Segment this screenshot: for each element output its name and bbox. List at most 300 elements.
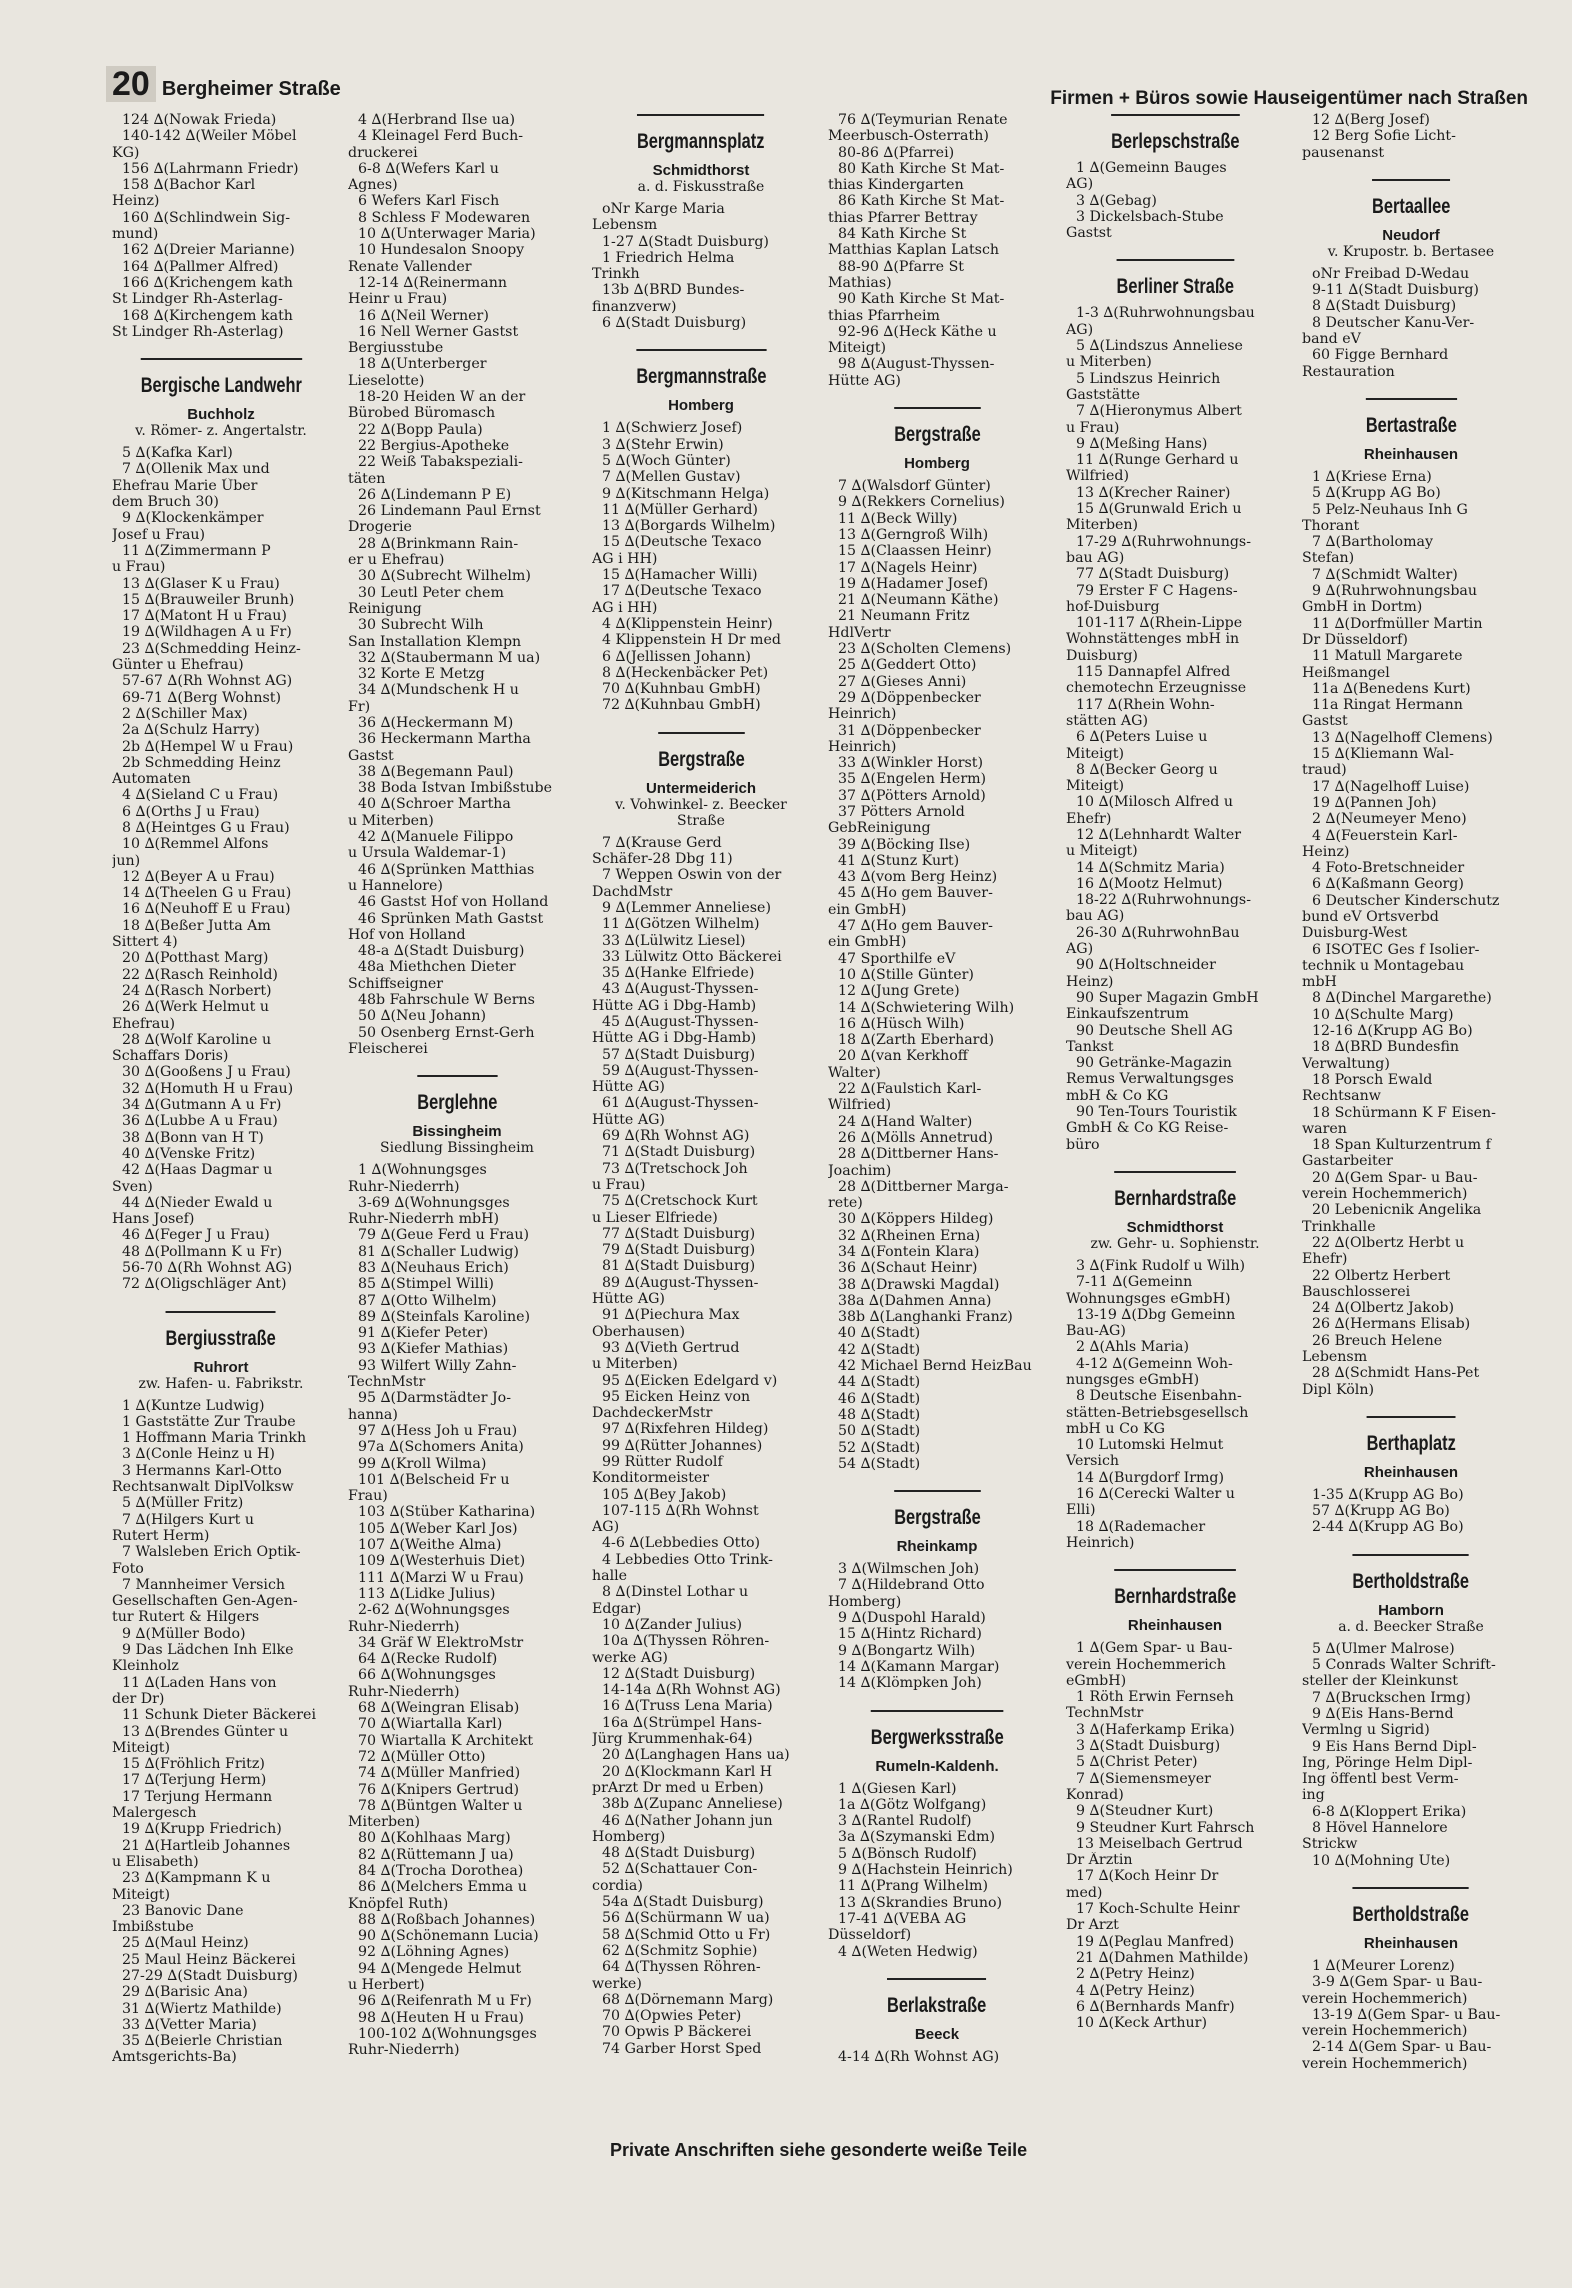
directory-entry: Lebensm <box>1302 1349 1368 1365</box>
directory-entry: 4 ∆(Herbrand Ilse ua) <box>358 112 516 128</box>
directory-entry: u Herbert) <box>348 1977 425 1994</box>
directory-entry: band eV <box>1302 331 1361 348</box>
directory-entry: 6-8 ∆(Kloppert Erika) <box>1312 1803 1467 1820</box>
directory-entry: Ehefr) <box>1066 810 1112 827</box>
directory-entry: 99 ∆(Rütter Johannes) <box>602 1437 763 1454</box>
directory-entry: 14 ∆(Kamann Margar) <box>838 1658 1000 1675</box>
directory-entry: 26 Breuch Helene <box>1312 1332 1443 1349</box>
directory-entry: Fleischerei <box>348 1040 428 1057</box>
directory-entry: AG) <box>592 1519 620 1536</box>
directory-entry: 26 ∆(Lindemann P E) <box>358 486 512 503</box>
directory-entry: 7 ∆(Bruckschen Irmg) <box>1312 1689 1471 1706</box>
directory-entry: Schäfer-28 Dbg 11) <box>592 851 733 868</box>
directory-entry: mund) <box>112 226 159 243</box>
directory-entry: 11 Schunk Dieter Bäckerei <box>122 1707 316 1724</box>
directory-entry: Edgar) <box>592 1600 642 1617</box>
directory-entry: 36 Heckermann Martha <box>358 731 531 748</box>
directory-entry: 83 ∆(Neuhaus Erich) <box>358 1260 509 1276</box>
street-name: Bertholdstraße <box>1353 1887 1470 1927</box>
directory-entry: 18 ∆(Rademacher <box>1076 1518 1206 1535</box>
directory-entry: 34 Gräf W ElektroMstr <box>358 1634 524 1651</box>
directory-entry: 11 ∆(Runge Gerhard u <box>1076 452 1239 469</box>
directory-entry: 37 Pötters Arnold <box>838 803 965 820</box>
directory-entry: Schaffars Doris) <box>112 1048 229 1065</box>
district-name: Beeck <box>914 2025 960 2043</box>
directory-entry: ein GmbH) <box>828 934 907 951</box>
directory-entry: 28 ∆(Dittberner Hans- <box>838 1146 999 1163</box>
directory-entry: 44 ∆(Nieder Ewald u <box>122 1194 273 1211</box>
directory-entry: 24 ∆(Olbertz Jakob) <box>1312 1300 1455 1317</box>
directory-entry: 26 ∆(Mölls Annetrud) <box>838 1129 994 1146</box>
directory-entry: Trinkh <box>592 266 640 283</box>
directory-entry: 16a ∆(Strümpel Hans- <box>602 1714 762 1731</box>
directory-entry: 58 ∆(Schmid Otto u Fr) <box>602 1926 771 1943</box>
directory-entry: Strickw <box>1302 1836 1358 1853</box>
directory-entry: 27-29 ∆(Stadt Duisburg) <box>122 1967 298 1984</box>
directory-entry: 37 ∆(Pötters Arnold) <box>838 787 986 804</box>
directory-entry: 11 ∆(Götzen Wilhelm) <box>602 916 760 933</box>
directory-entry: 1-3 ∆(Ruhrwohnungsbau <box>1076 305 1255 322</box>
directory-entry: 11 Matull Margarete <box>1312 648 1463 665</box>
directory-entry: 40 ∆(Schroer Martha <box>358 796 511 813</box>
directory-entry: Agnes) <box>348 177 398 194</box>
directory-entry: 80 Kath Kirche St Mat- <box>838 160 1005 177</box>
directory-entry: 90 Ten-Tours Touristik <box>1076 1104 1237 1121</box>
directory-entry: Gastst <box>1302 713 1348 730</box>
directory-entry: ein GmbH) <box>828 901 907 918</box>
directory-entry: 48 ∆(Pollmann K u Fr) <box>122 1243 283 1260</box>
directory-entry: 36 ∆(Schaut Heinr) <box>838 1260 978 1277</box>
directory-entry: 15 ∆(Brauweiler Brunh) <box>122 591 295 608</box>
directory-entry: 14-14a ∆(Rh Wohnst AG) <box>602 1682 781 1699</box>
directory-entry: 40 ∆(Venske Fritz) <box>122 1145 256 1162</box>
directory-entry: 50 ∆(Neu Johann) <box>358 1008 487 1025</box>
directory-entry: 14 ∆(Klömpken Joh) <box>838 1675 982 1692</box>
directory-entry: 50 Osenberg Ernst-Gerh <box>358 1024 535 1041</box>
directory-entry: 46 ∆(Stadt) <box>838 1390 921 1407</box>
directory-entry: Lieselotte) <box>348 372 425 389</box>
directory-entry: 3 ∆(Wilmschen Joh) <box>838 1561 980 1578</box>
directory-entry: 69-71 ∆(Berg Wohnst) <box>122 689 281 706</box>
directory-entry: 77 ∆(Stadt Duisburg) <box>1076 566 1230 583</box>
directory-entry: KG) <box>112 144 140 161</box>
directory-entry: 4 Lebbedies Otto Trink- <box>602 1551 773 1568</box>
directory-entry: TechnMstr <box>1066 1705 1144 1722</box>
directory-entry: 46 ∆(Nather Johann jun <box>602 1812 773 1829</box>
directory-entry: 95 ∆(Darmstädter Jo- <box>358 1390 512 1407</box>
directory-entry: thias Pfarrer Bettray <box>828 209 978 226</box>
street-name: Bergische Landwehr <box>140 358 301 398</box>
directory-entry: 9 Eis Hans Bernd Dipl- <box>1312 1738 1477 1755</box>
directory-entry: 42 Michael Bernd HeizBau <box>838 1358 1032 1375</box>
directory-entry: 5 Lindszus Heinrich <box>1076 370 1221 387</box>
directory-entry: bund eV Ortsverbd <box>1302 908 1439 925</box>
directory-entry: 13 Meiselbach Gertrud <box>1076 1835 1243 1852</box>
street-section-header <box>1066 1171 1284 1252</box>
directory-entry: 24 ∆(Hand Walter) <box>838 1113 973 1130</box>
directory-entry: 9 ∆(Müller Bodo) <box>122 1625 246 1642</box>
directory-entry: 11a ∆(Benedens Kurt) <box>1312 680 1471 697</box>
directory-entry: stätten-Betriebsgesellsch <box>1066 1404 1249 1421</box>
directory-entry: 38 ∆(Begemann Paul) <box>358 763 514 780</box>
directory-entry: 17 Koch-Schulte Heinr <box>1076 1901 1240 1918</box>
directory-entry: AG) <box>1066 321 1094 338</box>
directory-entry: 1-35 ∆(Krupp AG Bo) <box>1312 1486 1464 1503</box>
directory-entry: 57-67 ∆(Rh Wohnst AG) <box>122 673 293 690</box>
directory-entry: 8 ∆(Dinstel Lothar u <box>602 1584 749 1601</box>
directory-entry: 6 ∆(Kaßmann Georg) <box>1312 876 1464 893</box>
directory-entry: 62 ∆(Schmitz Sophie) <box>602 1942 758 1959</box>
directory-entry: u Elisabeth) <box>112 1853 199 1870</box>
directory-entry: 15 ∆(Hintz Richard) <box>838 1626 982 1643</box>
directory-entry: 8 ∆(Heintges G u Frau) <box>122 819 290 836</box>
directory-entry: 70 ∆(Kuhnbau GmbH) <box>602 681 761 698</box>
directory-entry: 30 ∆(Köppers Hildeg) <box>838 1211 994 1228</box>
street-range: a. d. Fiskusstraße <box>637 179 765 195</box>
district-name: Untermeiderich <box>645 779 757 797</box>
directory-entry: Miteigt) <box>112 1886 171 1903</box>
directory-entry: 35 ∆(Engelen Herm) <box>838 771 987 788</box>
directory-entry: Heißmangel <box>1302 664 1390 681</box>
directory-entry: 17 ∆(Nagelhoff Luise) <box>1312 778 1470 795</box>
directory-entry: Tankst <box>1066 1038 1114 1055</box>
directory-entry: 168 ∆(Kirchengem kath <box>122 307 293 324</box>
directory-entry: 7 ∆(Walsdorf Günter) <box>838 478 991 495</box>
directory-entry: 93 Wilfert Willy Zahn- <box>358 1357 517 1374</box>
directory-entry: Schiffseigner <box>348 975 444 992</box>
directory-entry: Lebensm <box>592 217 658 234</box>
column-1 <box>112 112 330 2066</box>
street-section-header <box>1066 114 1284 154</box>
directory-entry: 11a Ringat Hermann <box>1312 697 1463 714</box>
street-name: Berglehne <box>417 1075 497 1115</box>
directory-entry: 4 Klippenstein H Dr med <box>602 632 781 649</box>
directory-entry: Hans Josef) <box>112 1211 195 1228</box>
directory-entry: Malergesch <box>112 1805 197 1822</box>
directory-entry: Dr Arzt <box>1066 1917 1119 1934</box>
directory-entry: Jürg Krummenhak-64) <box>592 1731 753 1748</box>
directory-entry: Einkaufszentrum <box>1066 1006 1189 1023</box>
directory-entry: Rechtsanw <box>1302 1088 1381 1105</box>
directory-entry: GmbH & Co KG Reise- <box>1066 1120 1229 1137</box>
directory-entry: 25 Maul Heinz Bäckerei <box>122 1951 296 1968</box>
directory-entry: Rutert Herm) <box>112 1527 210 1544</box>
directory-entry: 30 ∆(Gooßens J u Frau) <box>122 1064 291 1081</box>
directory-entry: 30 Subrecht Wilh <box>358 617 484 634</box>
directory-entry: jun) <box>112 852 141 869</box>
directory-entry: Miterben) <box>348 1814 421 1831</box>
directory-entry: 5 ∆(Woch Günter) <box>602 452 731 469</box>
directory-entry: 5 ∆(Kafka Karl) <box>122 445 233 462</box>
directory-entry: 60 Figge Bernhard <box>1312 347 1449 364</box>
directory-entry: 70 ∆(Opwies Peter) <box>602 2008 742 2025</box>
directory-entry: 15 ∆(Grunwald Erich u <box>1076 501 1242 518</box>
directory-entry: Miteigt) <box>1066 778 1125 795</box>
directory-entry: 107 ∆(Weithe Alma) <box>358 1537 502 1554</box>
directory-entry: täten <box>348 470 386 487</box>
directory-entry: bau AG) <box>1066 549 1125 566</box>
street-name: Berlakstraße <box>887 1978 986 2018</box>
directory-entry: thias Kindergarten <box>828 177 964 194</box>
district-name: Ruhrort <box>193 1358 249 1376</box>
directory-entry: 9 Steudner Kurt Fahrsch <box>1076 1819 1255 1836</box>
directory-entry: 23 ∆(Kampmann K u <box>122 1870 271 1887</box>
directory-entry: 2-62 ∆(Wohnungsges <box>358 1602 510 1619</box>
directory-entry: AG i HH) <box>592 550 658 567</box>
directory-entry: 45 ∆(August-Thyssen- <box>602 1013 759 1030</box>
directory-entry: 9 ∆(Ruhrwohnungsbau <box>1312 583 1477 600</box>
directory-entry: 69 ∆(Rh Wohnst AG) <box>602 1128 750 1145</box>
directory-entry: 17-41 ∆(VEBA AG <box>838 1910 967 1927</box>
directory-entry: 7 ∆(Hilgers Kurt u <box>122 1511 255 1528</box>
directory-entry: 97 ∆(Hess Joh u Frau) <box>358 1422 518 1439</box>
street-section-header <box>592 349 810 414</box>
directory-entry: 1 Gaststätte Zur Traube <box>122 1413 296 1430</box>
directory-entry: Ruhr-Niederrh mbH) <box>348 1211 500 1228</box>
directory-entry: Heinr u Frau) <box>348 291 448 308</box>
directory-entry: St Lindger Rh-Asterlag- <box>112 291 283 308</box>
directory-entry: 15 ∆(Kliemann Wal- <box>1312 746 1454 763</box>
directory-entry: 7-11 ∆(Gemeinn <box>1076 1274 1193 1291</box>
directory-entry: Ruhr-Niederrh) <box>348 2042 460 2059</box>
directory-entry: 164 ∆(Pallmer Alfred) <box>122 258 279 275</box>
directory-entry: 90 Kath Kirche St Mat- <box>838 291 1005 308</box>
directory-entry: 7 Weppen Oswin von der <box>602 867 782 884</box>
directory-entry: Konditormeister <box>592 1470 710 1487</box>
directory-entry: Meerbusch-Osterrath) <box>828 128 989 145</box>
directory-entry: 8 Deutscher Kanu-Ver- <box>1312 314 1475 331</box>
column-3 <box>592 112 810 2057</box>
directory-entry: 4 ∆(Klippenstein Heinr) <box>602 615 773 632</box>
street-name: Bergstraße <box>658 732 744 772</box>
directory-entry: Miteigt) <box>112 1739 171 1756</box>
district-name: Rheinkamp <box>896 1538 978 1556</box>
directory-entry: 7 Mannheimer Versich <box>122 1576 286 1593</box>
directory-entry: 68 ∆(Dörnemann Marg) <box>602 1991 774 2008</box>
directory-entry: 54 ∆(Stadt) <box>838 1455 921 1472</box>
directory-entry: mbH & Co KG <box>1066 1087 1169 1104</box>
directory-entry: Verwaltung) <box>1302 1055 1390 1072</box>
directory-entry: 24 ∆(Rasch Norbert) <box>122 982 272 999</box>
directory-entry: 113 ∆(Lidke Julius) <box>358 1585 496 1602</box>
directory-entry: 10 Lutomski Helmut <box>1076 1437 1224 1454</box>
directory-entry: 97 ∆(Rixfehren Hildeg) <box>602 1421 769 1438</box>
directory-entry: 10 ∆(Keck Arthur) <box>1076 2015 1207 2032</box>
directory-entry: 18 Schürmann K F Eisen- <box>1312 1104 1496 1121</box>
directory-entry: 22 ∆(Bopp Paula) <box>358 421 483 438</box>
directory-entry: 18-20 Heiden W an der <box>358 389 526 406</box>
directory-entry: 52 ∆(Stadt) <box>838 1439 921 1456</box>
directory-entry: 10a ∆(Thyssen Röhren- <box>602 1633 770 1650</box>
directory-entry: 1 ∆(Kuntze Ludwig) <box>122 1397 265 1414</box>
directory-entry: 28 ∆(Wolf Karoline u <box>122 1031 272 1048</box>
directory-entry: 21 Neumann Fritz <box>838 608 970 625</box>
directory-entry: Hütte AG) <box>592 1291 665 1308</box>
directory-entry: 7 ∆(Krause Gerd <box>602 834 722 851</box>
directory-entry: büro <box>1066 1136 1100 1153</box>
directory-entry: 38 ∆(Bonn van H T) <box>122 1129 264 1146</box>
directory-entry: St Lindger Rh-Asterlag) <box>112 323 284 340</box>
directory-entry: 22 ∆(Rasch Reinhold) <box>122 966 278 983</box>
directory-entry: 26-30 ∆(RuhrwohnBau <box>1076 924 1240 941</box>
directory-entry: der Dr) <box>112 1690 165 1707</box>
directory-entry: Bergiusstube <box>348 340 444 357</box>
directory-entry: mbH <box>1302 974 1337 991</box>
directory-entry: 89 ∆(August-Thyssen- <box>602 1274 759 1291</box>
directory-entry: 11 ∆(Müller Gerhard) <box>602 501 758 518</box>
directory-entry: 82 ∆(Rüttemann J ua) <box>358 1846 514 1863</box>
district-name: Rheinhausen <box>1127 1617 1223 1635</box>
directory-entry: Matthias Kaplan Latsch <box>828 242 1000 259</box>
directory-entry: 50 ∆(Stadt) <box>838 1423 921 1440</box>
directory-entry: 4 ∆(Sieland C u Frau) <box>122 787 279 804</box>
directory-entry: 13-19 ∆(Gem Spar- u Bau- <box>1312 2006 1501 2023</box>
street-name: Bergiusstraße <box>166 1311 276 1351</box>
directory-entry: 21 ∆(Dahmen Mathilde) <box>1076 1949 1249 1966</box>
column-6 <box>1302 112 1520 2072</box>
directory-entry: 162 ∆(Dreier Marianne) <box>122 242 295 259</box>
district-name: Rheinhausen <box>1363 1934 1459 1952</box>
directory-entry: u Miteigt) <box>1066 843 1138 860</box>
street-section-header <box>112 358 330 439</box>
directory-entry: 91 ∆(Piechura Max <box>602 1307 740 1324</box>
directory-entry: 26 ∆(Hermans Elisab) <box>1312 1316 1471 1333</box>
directory-entry: Heinrich) <box>828 738 897 755</box>
directory-entry: oNr Freibad D-Wedau <box>1312 265 1470 282</box>
directory-entry: 3 ∆(Stehr Erwin) <box>602 436 724 453</box>
directory-entry: 88 ∆(Roßbach Johannes) <box>358 1911 536 1928</box>
directory-entry: 12-16 ∆(Krupp AG Bo) <box>1312 1023 1473 1040</box>
directory-entry: Versich <box>1066 1453 1120 1470</box>
directory-entry: 8 ∆(Dinchel Margarethe) <box>1312 990 1492 1007</box>
directory-entry: 7 ∆(Schmidt Walter) <box>1312 566 1458 583</box>
street-range: v. Römer- z. Angertalstr. <box>135 423 307 440</box>
street-section-header <box>1066 1569 1284 1634</box>
directory-entry: 17 ∆(Nagels Heinr) <box>838 559 978 576</box>
directory-entry: 57 ∆(Stadt Duisburg) <box>602 1046 756 1063</box>
directory-entry: 86 ∆(Melchers Emma u <box>358 1879 527 1896</box>
directory-entry: 1 Friedrich Helma <box>602 249 735 266</box>
directory-entry: u Lieser Elfriede) <box>592 1209 718 1226</box>
directory-entry: 77 ∆(Stadt Duisburg) <box>602 1225 756 1242</box>
directory-entry: 11 ∆(Beck Willy) <box>838 510 958 527</box>
directory-entry: 57 ∆(Krupp AG Bo) <box>1312 1503 1450 1520</box>
directory-entry: 7 ∆(Siemensmeyer <box>1076 1770 1211 1787</box>
directory-entry: Josef u Frau) <box>112 526 206 543</box>
street-range: zw. Hafen- u. Fabrikstr. <box>138 1375 304 1392</box>
district-name: Rheinhausen <box>1363 445 1459 463</box>
directory-entry: Günter u Ehefrau) <box>112 657 244 674</box>
directory-entry: 78 ∆(Büntgen Walter u <box>358 1797 523 1814</box>
directory-entry: prArzt Dr med u Erben) <box>592 1779 764 1796</box>
directory-entry: Duisburg) <box>1066 647 1138 664</box>
directory-entry: 17 ∆(Terjung Herm) <box>122 1772 267 1789</box>
street-section-header <box>828 1978 1046 2043</box>
street-name: Bertastraße <box>1365 398 1456 438</box>
directory-entry: 94 ∆(Mengede Helmut <box>358 1960 522 1977</box>
directory-entry: 28 ∆(Schmidt Hans-Pet <box>1312 1365 1480 1382</box>
directory-entry: 97a ∆(Schomers Anita) <box>358 1439 524 1456</box>
directory-entry: Trinkhalle <box>1302 1218 1376 1235</box>
directory-entry: 18-22 ∆(Ruhrwohnungs- <box>1076 892 1251 909</box>
directory-entry: Ehefr) <box>1302 1251 1348 1268</box>
directory-entry: 70 ∆(Wiartalla Karl) <box>358 1716 503 1733</box>
directory-entry: 156 ∆(Lahrmann Friedr) <box>122 160 299 177</box>
directory-entry: u Hannelore) <box>348 877 443 894</box>
directory-entry: 13 ∆(Borgards Wilhelm) <box>602 518 776 535</box>
district-name: Schmidthorst <box>652 162 750 179</box>
directory-entry: DachdeckerMstr <box>592 1405 713 1422</box>
directory-entry: 31 ∆(Wiertz Mathilde) <box>122 2000 282 2017</box>
directory-entry: Hütte AG) <box>592 1111 665 1128</box>
directory-entry: 87 ∆(Otto Wilhelm) <box>358 1292 497 1309</box>
street-name: Berthaplatz <box>1366 1416 1455 1456</box>
directory-entry: 95 Eicken Heinz von <box>602 1388 751 1405</box>
directory-entry: 115 Dannapfel Alfred <box>1076 664 1231 681</box>
street-name: Bertaallee <box>1372 179 1450 219</box>
directory-entry: GebReinigung <box>828 820 931 837</box>
directory-entry: 90 Super Magazin GmbH <box>1076 989 1259 1006</box>
directory-entry: 79 ∆(Geue Ferd u Frau) <box>358 1227 530 1244</box>
directory-entry: 100-102 ∆(Wohnungsges <box>358 2025 537 2042</box>
directory-entry: 6 ∆(Bernhards Manfr) <box>1076 1998 1235 2015</box>
street-section-header <box>592 114 810 195</box>
directory-entry: 23 Banovic Dane <box>122 1902 244 1919</box>
directory-entry: steller der Kleinkunst <box>1302 1673 1458 1690</box>
directory-entry: 2 ∆(Ahls Maria) <box>1076 1339 1189 1356</box>
directory-entry: 86 Kath Kirche St Mat- <box>838 193 1005 210</box>
directory-entry: 89 ∆(Steinfals Karoline) <box>358 1308 531 1325</box>
street-name: Berliner Straße <box>1116 259 1233 299</box>
directory-entry: 5 ∆(Lindszus Anneliese <box>1076 338 1243 355</box>
district-name: Hamborn <box>1378 1601 1444 1619</box>
directory-entry: hof-Duisburg <box>1066 598 1160 615</box>
directory-entry: 111 ∆(Marzi W u Frau) <box>358 1569 524 1586</box>
street-range: Siedlung Bissingheim <box>380 1140 534 1157</box>
directory-entry: thias Pfarrheim <box>828 307 940 324</box>
column-4 <box>828 112 1046 2065</box>
directory-entry: 52 ∆(Schattauer Con- <box>602 1861 758 1878</box>
directory-entry: 117 ∆(Rhein Wohn- <box>1076 696 1215 713</box>
directory-entry: 10 Hundesalon Snoopy <box>358 242 525 259</box>
directory-entry: 13b ∆(BRD Bundes- <box>602 282 745 299</box>
directory-entry: 19 ∆(Peglau Manfred) <box>1076 1933 1235 1950</box>
directory-entry: TechnMstr <box>348 1374 426 1391</box>
page-header-left <box>106 66 341 102</box>
directory-entry: 90 ∆(Schönemann Lucia) <box>358 1928 539 1945</box>
directory-entry: 1 ∆(Schwierz Josef) <box>602 420 743 437</box>
street-section-header <box>1302 179 1520 260</box>
directory-entry: 16 Nell Werner Gastst <box>358 323 519 340</box>
directory-entry: 48-a ∆(Stadt Duisburg) <box>358 943 525 960</box>
directory-entry: Hütte AG i Dbg-Hamb) <box>592 1030 757 1047</box>
directory-entry: 47 Sporthilfe eV <box>838 950 956 967</box>
directory-entry: 12-14 ∆(Reinermann <box>358 274 507 291</box>
directory-entry: Thorant <box>1302 517 1360 534</box>
directory-entry: 20 ∆(Klockmann Karl H <box>602 1763 773 1780</box>
directory-entry: 99 ∆(Kroll Wilma) <box>358 1455 487 1472</box>
directory-entry: 92-96 ∆(Heck Käthe u <box>838 323 997 340</box>
directory-entry: 74 Garber Horst Sped <box>602 2040 762 2057</box>
directory-entry: 107-115 ∆(Rh Wohnst <box>602 1502 759 1519</box>
directory-entry: werke AG) <box>592 1649 668 1666</box>
directory-entry: eGmbH) <box>1066 1672 1127 1689</box>
directory-entry: 124 ∆(Nowak Frieda) <box>122 112 277 128</box>
directory-entry: Rechtsanwalt DiplVolksw <box>112 1479 294 1496</box>
directory-entry: 29 ∆(Barisic Ana) <box>122 1984 248 2001</box>
directory-entry: 1 ∆(Wohnungsges <box>358 1162 487 1179</box>
directory-entry: 9-11 ∆(Stadt Duisburg) <box>1312 282 1479 299</box>
